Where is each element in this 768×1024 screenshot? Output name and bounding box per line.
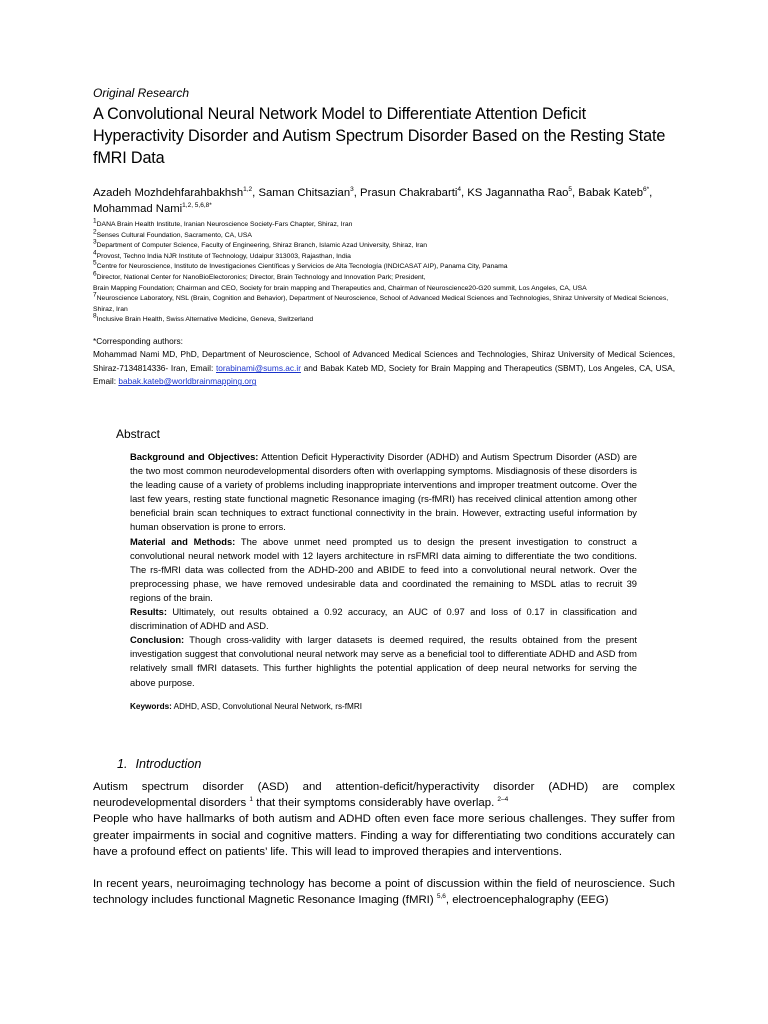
intro-paragraph: People who have hallmarks of both autism and ADHD often even face more serious challenges. They suffer from greater impairments in social and cognitive matters. Finding a way for differentiating two conditions accurately can have a profound effect on patients’ life. This will lead to improved therapies and interventions.: [93, 813, 675, 858]
intro-paragraph: [93, 779, 675, 811]
abstract-label: Conclusion:: [130, 634, 185, 646]
abstract-label: Results:: [130, 606, 167, 618]
corresponding-details: [93, 348, 675, 388]
author-name: Saman Chitsazian: [258, 187, 351, 199]
abstract-label: Background and Objectives:: [130, 451, 259, 462]
introduction-heading: [117, 757, 675, 771]
author-affil-sup: 6*: [643, 186, 650, 194]
introduction-section: [93, 757, 675, 908]
abstract-text: Attention Deficit Hyperactivity Disorder (ADHD) and Autism Spectrum Disorder (ASD) are the two most common neurodevelopmental disorders often with overlapping symptoms. Misdiagnosis of these disorders is the leading cause of a variety of problems including inappropriate interventions and improper treatment outcome. Over the last few years, resting state functional magnetic Resonance imaging (rs-fMRI) has received clinical attention among other beneficial brain scan techniques to extract functional connectivity in the brain. However, extracting useful information by human observation is prone to errors.: [130, 451, 637, 533]
author-separator: ,: [460, 187, 468, 199]
keywords-text: ADHD, ASD, Convolutional Neural Network, rs-fMRI: [171, 701, 363, 711]
affiliation-number: 6: [93, 270, 97, 278]
abstract-text: Ultimately, out results obtained a 0.92 accuracy, an AUC of 0.97 and loss of 0.17 in classification and discrimination of ADHD and ASD.: [130, 606, 637, 632]
section-number: 1.: [117, 757, 128, 771]
author-name: KS Jagannatha Rao: [467, 187, 569, 199]
abstract-label: Material and Methods:: [130, 535, 236, 547]
author-name: Mohammad Nami: [93, 203, 183, 215]
affiliation-number: 2: [93, 228, 97, 236]
affiliation-item: [93, 291, 675, 315]
affiliation-text: Brain Mapping Foundation; Chairman and CEO, Society for brain mapping and Therapeutics and, Chairman of Neuroscience20-G20 summit, Los Angeles, CA, USA: [93, 284, 587, 292]
citation-ref: 2–4: [497, 796, 509, 804]
author-list: [93, 185, 675, 217]
author-affil-sup: 3: [350, 186, 354, 194]
affiliation-text: Neuroscience Laboratory, NSL (Brain, Cognition and Behavior), Department of Neuroscience, School of Advanced Medical Sciences and Technologies, Shiraz University of Medical Sciences, Shiraz, Iran: [93, 295, 669, 313]
author-separator: ,: [649, 187, 653, 199]
intro-text: that their symptoms considerably have overlap.: [253, 797, 498, 810]
affiliation-item: [93, 217, 675, 231]
corresponding-text: Mohammad Nami MD, PhD, Department of Neuroscience, School of Advanced Medical Sciences and Technologies, Shiraz University of Medical Sciences, Shiraz-7134814336- Iran, Email:: [93, 349, 675, 373]
author-affil-sup: 1,2, 5,6,8*: [182, 202, 212, 210]
affiliation-item: [93, 270, 675, 284]
intro-paragraph: [93, 876, 675, 908]
intro-text: Autism spectrum disorder (ASD) and attention-deficit/hyperactivity disorder (ADHD) are complex neurodevelopmental disorders: [93, 781, 675, 810]
email-link[interactable]: babak.kateb@worldbrainmapping.org: [118, 376, 257, 387]
abstract-conclusion: [130, 633, 637, 689]
corresponding-text: and Babak Kateb MD, Society for Brain Mapping and Therapeutics (SBMT), Los Angeles, CA, USA, Email:: [93, 362, 675, 387]
affiliation-text: Provost, Techno India NJR Institute of Technology, Udaipur 313003, Rajasthan, India: [96, 252, 351, 260]
section-label: Original Research: [93, 86, 190, 100]
author-affil-sup: 1,2: [243, 186, 253, 194]
affiliation-number: 3: [93, 238, 97, 246]
affiliation-item: [93, 238, 675, 252]
abstract-background: [130, 450, 637, 535]
abstract-text: Though cross-validity with larger datasets is deemed required, the results obtained from the present investigation suggest that convolutional neural network may serve as a beneficial tool to differentiate ADHD and ASD from relatively small fMRI datasets. This further highlights the potential application of deep neural networks for serving the above purpose.: [130, 634, 637, 688]
affiliation-number: 1: [93, 217, 97, 225]
author-affil-sup: 4: [457, 186, 461, 194]
author-separator: ,: [572, 187, 579, 199]
affiliation-number: 5: [93, 260, 97, 268]
affiliation-text: Department of Computer Science, Faculty of Engineering, Shiraz Branch, Islamic Azad University, Shiraz, Iran: [96, 242, 428, 250]
affiliation-number: 8: [93, 313, 97, 321]
intro-text: In recent years, neuroimaging technology has become a point of discussion within the field of neuroscience. Such technology includes functional Magnetic Resonance Imaging (fMRI): [93, 878, 675, 907]
affiliation-text: Senses Cultural Foundation, Sacramento, CA, USA: [96, 231, 252, 239]
author-name: Azadeh Mozhdehfarahbakhsh: [93, 187, 244, 199]
affiliation-item: [93, 262, 675, 273]
affiliation-item: [93, 228, 675, 242]
intro-text: , electroencephalography (EEG): [445, 894, 609, 907]
author-name: Prasun Chakrabarti: [360, 187, 458, 199]
abstract-section: [116, 427, 637, 711]
keywords: [130, 702, 637, 711]
affiliation-text: Centre for Neuroscience, Instituto de Investigaciones Científicas y Servicios de Alta Tecnología (INDICASAT AIP), Panama City, Panama: [96, 263, 508, 271]
email-link[interactable]: torabinami@sums.ac.ir: [216, 362, 301, 373]
abstract-results: [130, 605, 637, 633]
affiliation-item: [93, 315, 675, 326]
affiliation-number: 4: [93, 249, 97, 257]
abstract-text: The above unmet need prompted us to design the present investigation to construct a convolutional neural network model with 12 layers architecture in rsFMRI data aiming to differentiate the two conditions. The rs-fMRI data was collected from the ADHD-200 and ABIDE to feed into a convolutional neural network. Over the preprocessing phase, we have removed undesirable data and coordinated the remaining to MSDL atlas to recruit 39 regions of the brain.: [130, 535, 637, 603]
corresponding-authors: [93, 335, 675, 389]
corresponding-heading: *Corresponding authors:: [93, 335, 183, 346]
affiliation-list: [93, 217, 675, 326]
author-separator: ,: [353, 187, 361, 199]
citation-ref: 1: [249, 796, 254, 804]
affiliation-text: DANA Brain Health Institute, Iranian Neuroscience Society-Fars Chapter, Shiraz, Iran: [96, 221, 353, 228]
paper-title: A Convolutional Neural Network Model to Differentiate Attention Deficit Hyperactivity Disorder and Autism Spectrum Disorder Based on the Resting State fMRI Data: [93, 105, 666, 167]
citation-ref: 5,6: [436, 893, 446, 901]
affiliation-item: [93, 249, 675, 263]
keywords-label: Keywords:: [130, 701, 172, 711]
abstract-heading: Abstract: [116, 427, 161, 441]
affiliation-text: Inclusive Brain Health, Swiss Alternative Medicine, Geneva, Switzerland: [96, 316, 314, 324]
affiliation-text: Director, National Center for NanoBioElectoronics; Director, Brain Technology and Innovation Park; President,: [96, 273, 426, 281]
affiliation-number: 7: [93, 291, 97, 299]
author-affil-sup: 5: [568, 186, 573, 194]
author-name: Babak Kateb: [578, 187, 643, 199]
author-separator: ,: [252, 187, 259, 199]
affiliation-item: [93, 284, 675, 295]
abstract-methods: [130, 535, 637, 605]
section-title: Introduction: [135, 757, 202, 771]
abstract-body: [130, 450, 637, 690]
paper-header-block: [93, 86, 675, 389]
